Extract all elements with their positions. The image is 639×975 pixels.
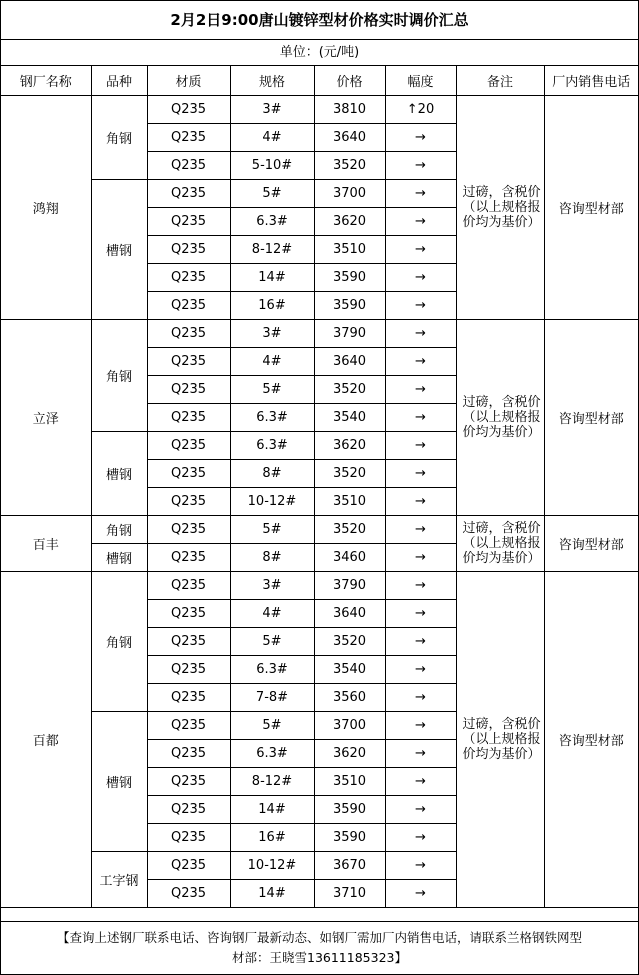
header-factory: 钢厂名称	[1, 66, 91, 95]
change-cell: →	[385, 263, 456, 291]
material-cell: Q235	[147, 767, 230, 795]
table-row	[1, 571, 638, 599]
material-cell: Q235	[147, 655, 230, 683]
category-name: 角钢	[91, 95, 147, 179]
change-cell: →	[385, 823, 456, 851]
table-row	[1, 515, 638, 543]
price-cell: 3810	[314, 95, 385, 123]
spec-cell: 5#	[230, 179, 314, 207]
spec-cell: 10-12#	[230, 487, 314, 515]
price-cell: 3560	[314, 683, 385, 711]
price-cell: 3790	[314, 571, 385, 599]
change-cell: →	[385, 207, 456, 235]
category-name: 工字钢	[91, 851, 147, 907]
change-cell: →	[385, 179, 456, 207]
price-cell: 3540	[314, 655, 385, 683]
material-cell: Q235	[147, 851, 230, 879]
material-cell: Q235	[147, 571, 230, 599]
price-cell: 3520	[314, 515, 385, 543]
change-cell: →	[385, 151, 456, 179]
change-cell: →	[385, 487, 456, 515]
material-cell: Q235	[147, 599, 230, 627]
price-cell: 3520	[314, 151, 385, 179]
spec-cell: 4#	[230, 347, 314, 375]
sales-phone-cell: 咨询型材部	[544, 319, 638, 515]
category-name: 角钢	[91, 515, 147, 543]
spec-cell: 3#	[230, 319, 314, 347]
price-table	[1, 66, 638, 908]
price-cell: 3590	[314, 291, 385, 319]
spec-cell: 6.3#	[230, 403, 314, 431]
price-cell: 3460	[314, 543, 385, 571]
change-cell: →	[385, 655, 456, 683]
change-cell: →	[385, 599, 456, 627]
material-cell: Q235	[147, 879, 230, 907]
spec-cell: 8#	[230, 459, 314, 487]
price-cell: 3520	[314, 627, 385, 655]
sales-phone-cell: 咨询型材部	[544, 515, 638, 571]
spec-cell: 8-12#	[230, 767, 314, 795]
change-cell: →	[385, 123, 456, 151]
change-cell: →	[385, 319, 456, 347]
sales-phone-cell: 咨询型材部	[544, 571, 638, 907]
price-cell: 3540	[314, 403, 385, 431]
unit-label: 单位：(元/吨)	[1, 40, 638, 66]
spec-cell: 16#	[230, 291, 314, 319]
spec-cell: 6.3#	[230, 207, 314, 235]
price-cell: 3510	[314, 767, 385, 795]
change-cell: →	[385, 291, 456, 319]
spec-cell: 5-10#	[230, 151, 314, 179]
header-change: 幅度	[385, 66, 456, 95]
change-cell: →	[385, 627, 456, 655]
category-name: 角钢	[91, 319, 147, 431]
change-cell: →	[385, 515, 456, 543]
header-sales-phone: 厂内销售电话	[544, 66, 638, 95]
change-cell: →	[385, 543, 456, 571]
spec-cell: 8-12#	[230, 235, 314, 263]
material-cell: Q235	[147, 627, 230, 655]
change-cell: →	[385, 571, 456, 599]
category-name: 角钢	[91, 571, 147, 711]
price-cell: 3510	[314, 235, 385, 263]
price-cell: 3700	[314, 711, 385, 739]
spec-cell: 4#	[230, 599, 314, 627]
price-cell: 3520	[314, 375, 385, 403]
material-cell: Q235	[147, 403, 230, 431]
spec-cell: 7-8#	[230, 683, 314, 711]
material-cell: Q235	[147, 123, 230, 151]
spec-cell: 5#	[230, 627, 314, 655]
spec-cell: 4#	[230, 123, 314, 151]
spec-cell: 6.3#	[230, 655, 314, 683]
material-cell: Q235	[147, 795, 230, 823]
table-row	[1, 95, 638, 123]
spec-cell: 8#	[230, 543, 314, 571]
price-cell: 3640	[314, 599, 385, 627]
remark-cell: 过磅，含税价（以上规格报价均为基价）	[456, 515, 544, 571]
material-cell: Q235	[147, 515, 230, 543]
material-cell: Q235	[147, 375, 230, 403]
price-cell: 3590	[314, 795, 385, 823]
change-cell: →	[385, 235, 456, 263]
material-cell: Q235	[147, 459, 230, 487]
material-cell: Q235	[147, 711, 230, 739]
price-cell: 3700	[314, 179, 385, 207]
material-cell: Q235	[147, 207, 230, 235]
spec-cell: 6.3#	[230, 431, 314, 459]
material-cell: Q235	[147, 319, 230, 347]
spec-cell: 5#	[230, 375, 314, 403]
table-row	[1, 319, 638, 347]
material-cell: Q235	[147, 235, 230, 263]
material-cell: Q235	[147, 291, 230, 319]
category-name: 槽钢	[91, 431, 147, 515]
price-cell: 3590	[314, 823, 385, 851]
factory-name: 百丰	[1, 515, 91, 571]
spec-cell: 14#	[230, 879, 314, 907]
spec-cell: 14#	[230, 263, 314, 291]
change-cell: →	[385, 767, 456, 795]
footer-line-1: 【查询上述钢厂联系电话、咨询钢厂最新动态、如钢厂需加厂内销售电话，请联系兰格钢铁网型	[56, 930, 582, 945]
spec-cell: 3#	[230, 571, 314, 599]
change-cell: →	[385, 459, 456, 487]
price-cell: 3590	[314, 263, 385, 291]
material-cell: Q235	[147, 179, 230, 207]
factory-name: 立泽	[1, 319, 91, 515]
change-cell: ↑20	[385, 95, 456, 123]
price-cell: 3620	[314, 207, 385, 235]
category-name: 槽钢	[91, 543, 147, 571]
price-cell: 3790	[314, 319, 385, 347]
spec-cell: 6.3#	[230, 739, 314, 767]
spec-cell: 5#	[230, 711, 314, 739]
material-cell: Q235	[147, 487, 230, 515]
change-cell: →	[385, 879, 456, 907]
header-row	[1, 66, 638, 95]
change-cell: →	[385, 795, 456, 823]
header-category: 品种	[91, 66, 147, 95]
category-name: 槽钢	[91, 179, 147, 319]
factory-name: 鸿翔	[1, 95, 91, 319]
remark-cell: 过磅，含税价（以上规格报价均为基价）	[456, 95, 544, 319]
sales-phone-cell: 咨询型材部	[544, 95, 638, 319]
change-cell: →	[385, 683, 456, 711]
footer-note	[1, 921, 638, 974]
factory-name: 百都	[1, 571, 91, 907]
material-cell: Q235	[147, 431, 230, 459]
change-cell: →	[385, 851, 456, 879]
sheet-title: 2月2日9:00唐山镀锌型材价格实时调价汇总	[1, 1, 638, 40]
price-cell: 3520	[314, 459, 385, 487]
material-cell: Q235	[147, 823, 230, 851]
change-cell: →	[385, 711, 456, 739]
header-remark: 备注	[456, 66, 544, 95]
remark-cell: 过磅，含税价（以上规格报价均为基价）	[456, 571, 544, 907]
header-spec: 规格	[230, 66, 314, 95]
material-cell: Q235	[147, 151, 230, 179]
material-cell: Q235	[147, 95, 230, 123]
spec-cell: 14#	[230, 795, 314, 823]
spec-cell: 10-12#	[230, 851, 314, 879]
price-cell: 3670	[314, 851, 385, 879]
price-cell: 3620	[314, 431, 385, 459]
remark-cell: 过磅，含税价（以上规格报价均为基价）	[456, 319, 544, 515]
footer-line-2: 材部：王晓雪13611185323】	[232, 950, 407, 965]
material-cell: Q235	[147, 543, 230, 571]
price-cell: 3710	[314, 879, 385, 907]
change-cell: →	[385, 739, 456, 767]
price-cell: 3510	[314, 487, 385, 515]
change-cell: →	[385, 375, 456, 403]
spec-cell: 16#	[230, 823, 314, 851]
spec-cell: 3#	[230, 95, 314, 123]
header-price: 价格	[314, 66, 385, 95]
change-cell: →	[385, 431, 456, 459]
category-name: 槽钢	[91, 711, 147, 851]
change-cell: →	[385, 347, 456, 375]
price-cell: 3640	[314, 347, 385, 375]
material-cell: Q235	[147, 739, 230, 767]
price-cell: 3640	[314, 123, 385, 151]
price-cell: 3620	[314, 739, 385, 767]
material-cell: Q235	[147, 347, 230, 375]
header-material: 材质	[147, 66, 230, 95]
change-cell: →	[385, 403, 456, 431]
material-cell: Q235	[147, 263, 230, 291]
material-cell: Q235	[147, 683, 230, 711]
spec-cell: 5#	[230, 515, 314, 543]
